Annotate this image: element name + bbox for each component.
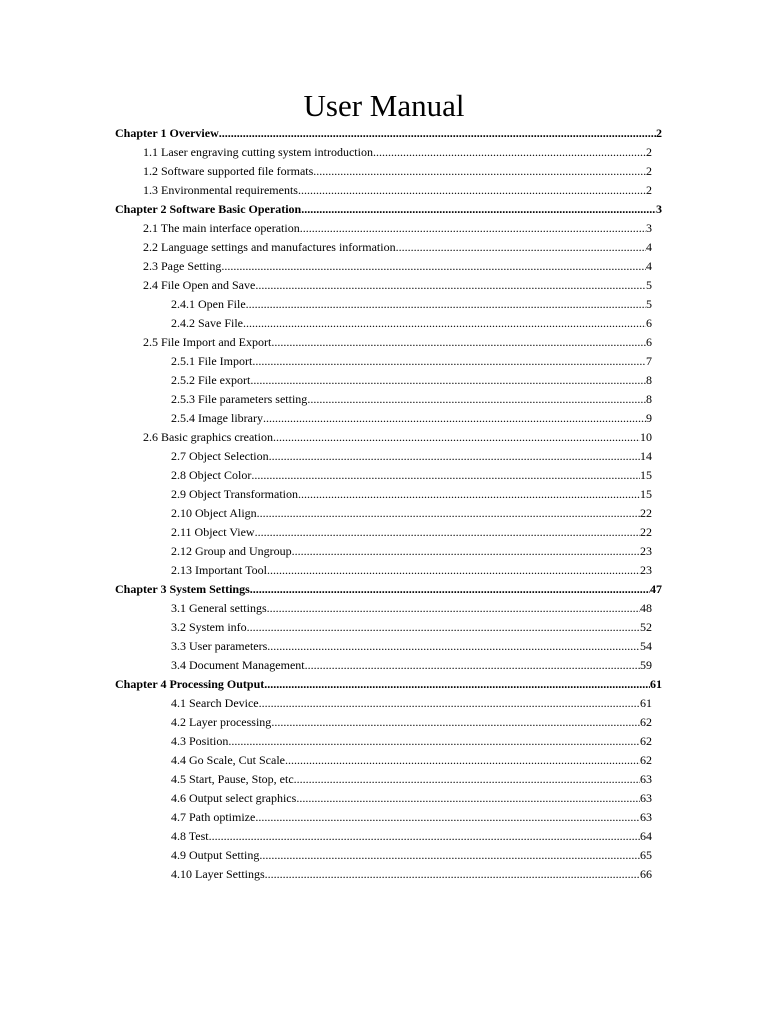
toc-dot-leader: [228, 732, 640, 751]
toc-entry-page-number: 63: [640, 810, 652, 824]
toc-dot-leader: [267, 637, 640, 656]
toc-section-entry: [171, 447, 652, 466]
toc-entry-page-number: 15: [640, 487, 652, 501]
toc-entry-label: 2.6 Basic graphics creation: [143, 430, 273, 444]
toc-dot-leader: [267, 599, 640, 618]
toc-entry-label: 2.10 Object Align: [171, 506, 257, 520]
toc-entry-label: 2.3 Page Setting: [143, 259, 222, 273]
toc-dot-leader: [298, 485, 640, 504]
toc-dot-leader: [264, 675, 650, 694]
toc-entry-page-number: 8: [646, 373, 652, 387]
toc-dot-leader: [292, 542, 640, 561]
toc-entry-page-number: 23: [640, 563, 652, 577]
toc-entry-label: 4.1 Search Device: [171, 696, 259, 710]
toc-dot-leader: [246, 295, 646, 314]
toc-dot-leader: [307, 390, 646, 409]
toc-dot-leader: [267, 561, 640, 580]
toc-dot-leader: [255, 276, 646, 295]
toc-section-entry: [171, 808, 652, 827]
toc-section-entry: [171, 561, 652, 580]
toc-entry-page-number: 48: [640, 601, 652, 615]
toc-section-entry: [171, 713, 652, 732]
toc-dot-leader: [255, 523, 640, 542]
toc-entry-label: 4.5 Start, Pause, Stop, etc: [171, 772, 294, 786]
toc-entry-label: 2.5 File Import and Export: [143, 335, 272, 349]
toc-entry-page-number: 23: [640, 544, 652, 558]
toc-section-entry: [171, 865, 652, 884]
toc-dot-leader: [305, 656, 640, 675]
toc-section-entry: [171, 618, 652, 637]
toc-entry-page-number: 61: [650, 677, 662, 691]
toc-section-entry: [171, 656, 652, 675]
toc-entry-page-number: 2: [646, 145, 652, 159]
toc-entry-label: 2.5.4 Image library: [171, 411, 263, 425]
toc-section-entry: [143, 219, 652, 238]
page-title: User Manual: [303, 88, 465, 123]
toc-dot-leader: [271, 333, 646, 352]
toc-dot-leader: [209, 827, 640, 846]
toc-entry-page-number: 6: [646, 335, 652, 349]
toc-entry-label: 2.5.1 File Import: [171, 354, 253, 368]
toc-section-entry: [143, 238, 652, 257]
toc-entry-label: 2.13 Important Tool: [171, 563, 267, 577]
toc-dot-leader: [250, 580, 650, 599]
toc-dot-leader: [301, 200, 656, 219]
toc-entry-page-number: 47: [650, 582, 662, 596]
toc-entry-page-number: 5: [646, 297, 652, 311]
toc-entry-page-number: 4: [646, 259, 652, 273]
toc-entry-label: 4.2 Layer processing: [171, 715, 272, 729]
toc-entry-page-number: 54: [640, 639, 652, 653]
toc-entry-label: Chapter 1 Overview: [115, 126, 219, 140]
toc-entry-label: 4.9 Output Setting: [171, 848, 260, 862]
toc-dot-leader: [251, 466, 640, 485]
toc-dot-leader: [259, 846, 640, 865]
toc-entry-page-number: 52: [640, 620, 652, 634]
toc-entry-label: 4.3 Position: [171, 734, 229, 748]
toc-entry-page-number: 9: [646, 411, 652, 425]
toc-entry-label: 3.2 System info: [171, 620, 247, 634]
toc-section-entry: [171, 466, 652, 485]
toc-section-entry: [171, 599, 652, 618]
toc-section-entry: [171, 789, 652, 808]
toc-entry-page-number: 59: [640, 658, 652, 672]
toc-dot-leader: [373, 143, 646, 162]
toc-dot-leader: [252, 352, 646, 371]
toc-entry-label: 2.11 Object View: [171, 525, 255, 539]
toc-section-entry: [171, 390, 652, 409]
toc-section-entry: [171, 523, 652, 542]
toc-dot-leader: [313, 162, 646, 181]
toc-entry-label: 2.5.2 File export: [171, 373, 251, 387]
toc-entry-label: 1.1 Laser engraving cutting system introduction: [143, 145, 373, 159]
toc-section-entry: [171, 409, 652, 428]
toc-entry-label: Chapter 2 Software Basic Operation: [115, 202, 302, 216]
toc-section-entry: [143, 162, 652, 181]
toc-entry-page-number: 65: [640, 848, 652, 862]
toc-entry-label: 4.4 Go Scale, Cut Scale: [171, 753, 285, 767]
toc-entry-page-number: 2: [646, 164, 652, 178]
toc-section-entry: [171, 637, 652, 656]
toc-entry-page-number: 8: [646, 392, 652, 406]
toc-dot-leader: [271, 713, 640, 732]
toc-dot-leader: [247, 618, 640, 637]
toc-dot-leader: [263, 409, 646, 428]
toc-section-entry: [171, 352, 652, 371]
toc-entry-page-number: 63: [640, 791, 652, 805]
toc-dot-leader: [269, 447, 640, 466]
toc-entry-page-number: 4: [646, 240, 652, 254]
toc-section-entry: [171, 846, 652, 865]
toc-section-entry: [171, 751, 652, 770]
toc-entry-page-number: 66: [640, 867, 652, 881]
toc-chapter-entry: [115, 200, 662, 219]
toc-entry-label: 2.8 Object Color: [171, 468, 252, 482]
toc-dot-leader: [294, 770, 640, 789]
toc-entry-label: 4.7 Path optimize: [171, 810, 256, 824]
toc-entry-page-number: 22: [640, 506, 652, 520]
toc-entry-label: 2.1 The main interface operation: [143, 221, 300, 235]
toc-dot-leader: [298, 181, 646, 200]
toc-section-entry: [143, 257, 652, 276]
toc-dot-leader: [396, 238, 646, 257]
toc-entry-label: 2.5.3 File parameters setting: [171, 392, 308, 406]
toc-section-entry: [143, 333, 652, 352]
toc-entry-page-number: 15: [640, 468, 652, 482]
toc-entry-label: 2.7 Object Selection: [171, 449, 269, 463]
toc-entry-page-number: 14: [640, 449, 652, 463]
toc-chapter-entry: [115, 580, 662, 599]
toc-section-entry: [171, 485, 652, 504]
toc-entry-label: 2.4.2 Save File: [171, 316, 243, 330]
toc-entry-label: Chapter 4 Processing Output: [115, 677, 265, 691]
toc-dot-leader: [259, 694, 640, 713]
toc-section-entry: [171, 542, 652, 561]
toc-dot-leader: [250, 371, 646, 390]
toc-entry-page-number: 62: [640, 715, 652, 729]
toc-entry-label: 2.4.1 Open File: [171, 297, 246, 311]
toc-section-entry: [171, 314, 652, 333]
toc-dot-leader: [300, 219, 646, 238]
toc-dot-leader: [265, 865, 640, 884]
toc-dot-leader: [257, 504, 640, 523]
toc-section-entry: [143, 143, 652, 162]
toc-entry-label: 2.9 Object Transformation: [171, 487, 298, 501]
toc-entry-page-number: 7: [646, 354, 652, 368]
toc-entry-page-number: 62: [640, 734, 652, 748]
toc-entry-label: 1.2 Software supported file formats: [143, 164, 314, 178]
toc-entry-label: 4.8 Test: [171, 829, 209, 843]
toc-chapter-entry: [115, 675, 662, 694]
toc-entry-page-number: 64: [640, 829, 652, 843]
toc-section-entry: [171, 371, 652, 390]
toc-entry-label: 1.3 Environmental requirements: [143, 183, 298, 197]
toc-entry-page-number: 62: [640, 753, 652, 767]
toc-dot-leader: [243, 314, 646, 333]
toc-dot-leader: [285, 751, 640, 770]
toc-section-entry: [171, 694, 652, 713]
toc-entry-label: 2.4 File Open and Save: [143, 278, 256, 292]
toc-section-entry: [171, 504, 652, 523]
toc-section-entry: [171, 295, 652, 314]
toc-section-entry: [143, 428, 652, 447]
toc-entry-label: 4.10 Layer Settings: [171, 867, 265, 881]
toc-entry-page-number: 10: [640, 430, 652, 444]
toc-entry-page-number: 63: [640, 772, 652, 786]
toc-dot-leader: [221, 257, 646, 276]
toc-dot-leader: [219, 124, 656, 143]
toc-entry-label: 3.4 Document Management: [171, 658, 305, 672]
toc-entry-label: 2.12 Group and Ungroup: [171, 544, 292, 558]
toc-entry-label: 2.2 Language settings and manufactures information: [143, 240, 396, 254]
toc-entry-page-number: 3: [656, 202, 662, 216]
toc-entry-page-number: 2: [646, 183, 652, 197]
toc-entry-page-number: 5: [646, 278, 652, 292]
toc-entry-label: 4.6 Output select graphics: [171, 791, 297, 805]
toc-entry-label: 3.3 User parameters: [171, 639, 268, 653]
toc-section-entry: [171, 770, 652, 789]
toc-entry-page-number: 2: [656, 126, 662, 140]
toc-section-entry: [143, 276, 652, 295]
toc-dot-leader: [296, 789, 640, 808]
toc-dot-leader: [255, 808, 640, 827]
toc-entry-page-number: 3: [646, 221, 652, 235]
toc-section-entry: [171, 732, 652, 751]
toc-entry-label: Chapter 3 System Settings: [115, 582, 250, 596]
toc-section-entry: [143, 181, 652, 200]
toc-entry-page-number: 6: [646, 316, 652, 330]
toc-chapter-entry: [115, 124, 662, 143]
toc-dot-leader: [273, 428, 640, 447]
toc-entry-page-number: 61: [640, 696, 652, 710]
toc-entry-page-number: 22: [640, 525, 652, 539]
toc-entry-label: 3.1 General settings: [171, 601, 267, 615]
toc-section-entry: [171, 827, 652, 846]
